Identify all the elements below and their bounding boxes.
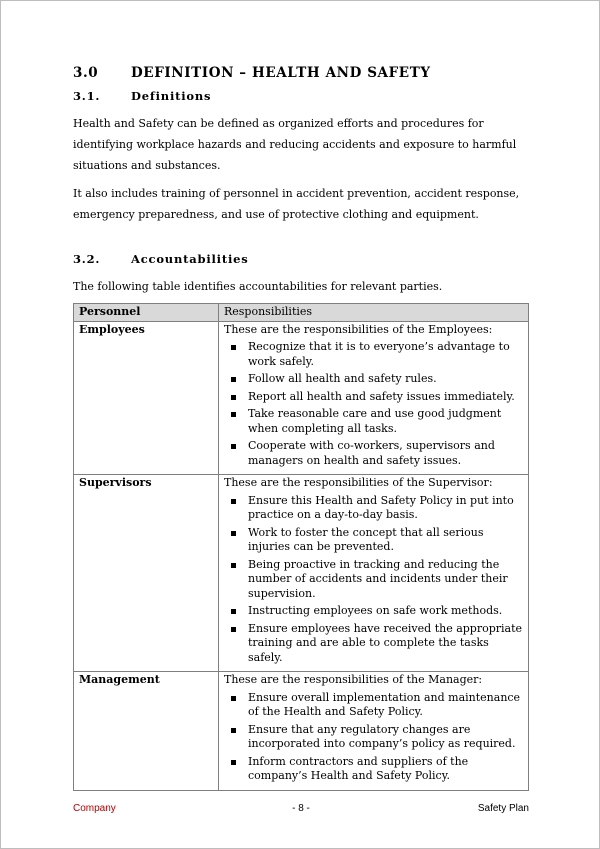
responsibility-item: Take reasonable care and use good judgment when completing all tasks. [248,407,523,436]
footer-document-title: Safety Plan [477,803,529,814]
responsibility-item: Cooperate with co-workers, supervisors and managers on health and safety issues. [248,439,523,468]
responsibility-list [224,340,523,468]
personnel-cell: Supervisors [74,475,219,672]
footer-company: Company [73,803,116,814]
personnel-cell: Employees [74,321,219,475]
section-title: DEFINITION – HEALTH AND SAFETY [131,65,431,81]
responsibility-item: Ensure this Health and Safety Policy in put into practice on a day-to-day basis. [248,494,523,523]
column-header-personnel: Personnel [74,304,219,322]
responsibility-list [224,494,523,666]
table-row [74,475,529,672]
responsibility-item: Instructing employees on safe work methods. [248,604,523,619]
table-row [74,321,529,475]
section-number: 3.0 [73,65,99,81]
section-heading [73,65,431,81]
responsibility-item: Being proactive in tracking and reducing the number of accidents and incidents under their supervision. [248,558,523,602]
responsibilities-cell [219,672,529,791]
responsibilities-lead: These are the responsibilities of the Supervisor: [224,476,493,489]
responsibility-item: Work to foster the concept that all serious injuries can be prevented. [248,526,523,555]
responsibility-item: Recognize that it is to everyone’s advantage to work safely. [248,340,523,369]
definitions-title: Definitions [131,89,212,103]
accountabilities-number: 3.2. [73,252,101,266]
responsibility-list [224,691,523,784]
accountabilities-title: Accountabilities [131,252,249,266]
accountabilities-heading [73,252,249,266]
footer-page-number: - 8 - [292,803,310,814]
table-row [74,672,529,791]
definitions-paragraph-1: Health and Safety can be defined as organized efforts and procedures for identifying workplace hazards and reducing accidents and exposure to harmful situations and substances. [73,117,517,172]
responsibilities-cell [219,321,529,475]
definitions-heading [73,89,211,103]
responsibility-item: Ensure that any regulatory changes are incorporated into company’s policy as required. [248,723,523,752]
table-header-row [74,304,529,322]
responsibilities-lead: These are the responsibilities of the Manager: [224,673,483,686]
definitions-number: 3.1. [73,89,101,103]
responsibility-item: Ensure overall implementation and maintenance of the Health and Safety Policy. [248,691,523,720]
responsibilities-cell [219,475,529,672]
responsibilities-lead: These are the responsibilities of the Employees: [224,322,493,336]
responsibility-item: Ensure employees have received the appropriate training and are able to complete the tasks safely. [248,621,523,664]
responsibility-item: Report all health and safety issues immediately. [248,390,523,405]
definitions-paragraph-2: It also includes training of personnel in accident prevention, accident response, emergency preparedness, and use of protective clothing and equipment. [73,187,520,221]
personnel-cell: Management [74,672,219,791]
responsibility-item: Inform contractors and suppliers of the company’s Health and Safety Policy. [248,755,523,784]
accountabilities-intro: The following table identifies accountabilities for relevant parties. [73,280,443,293]
accountabilities-table [73,303,529,791]
column-header-responsibilities: Responsibilities [219,304,529,322]
responsibility-item: Follow all health and safety rules. [248,372,523,387]
